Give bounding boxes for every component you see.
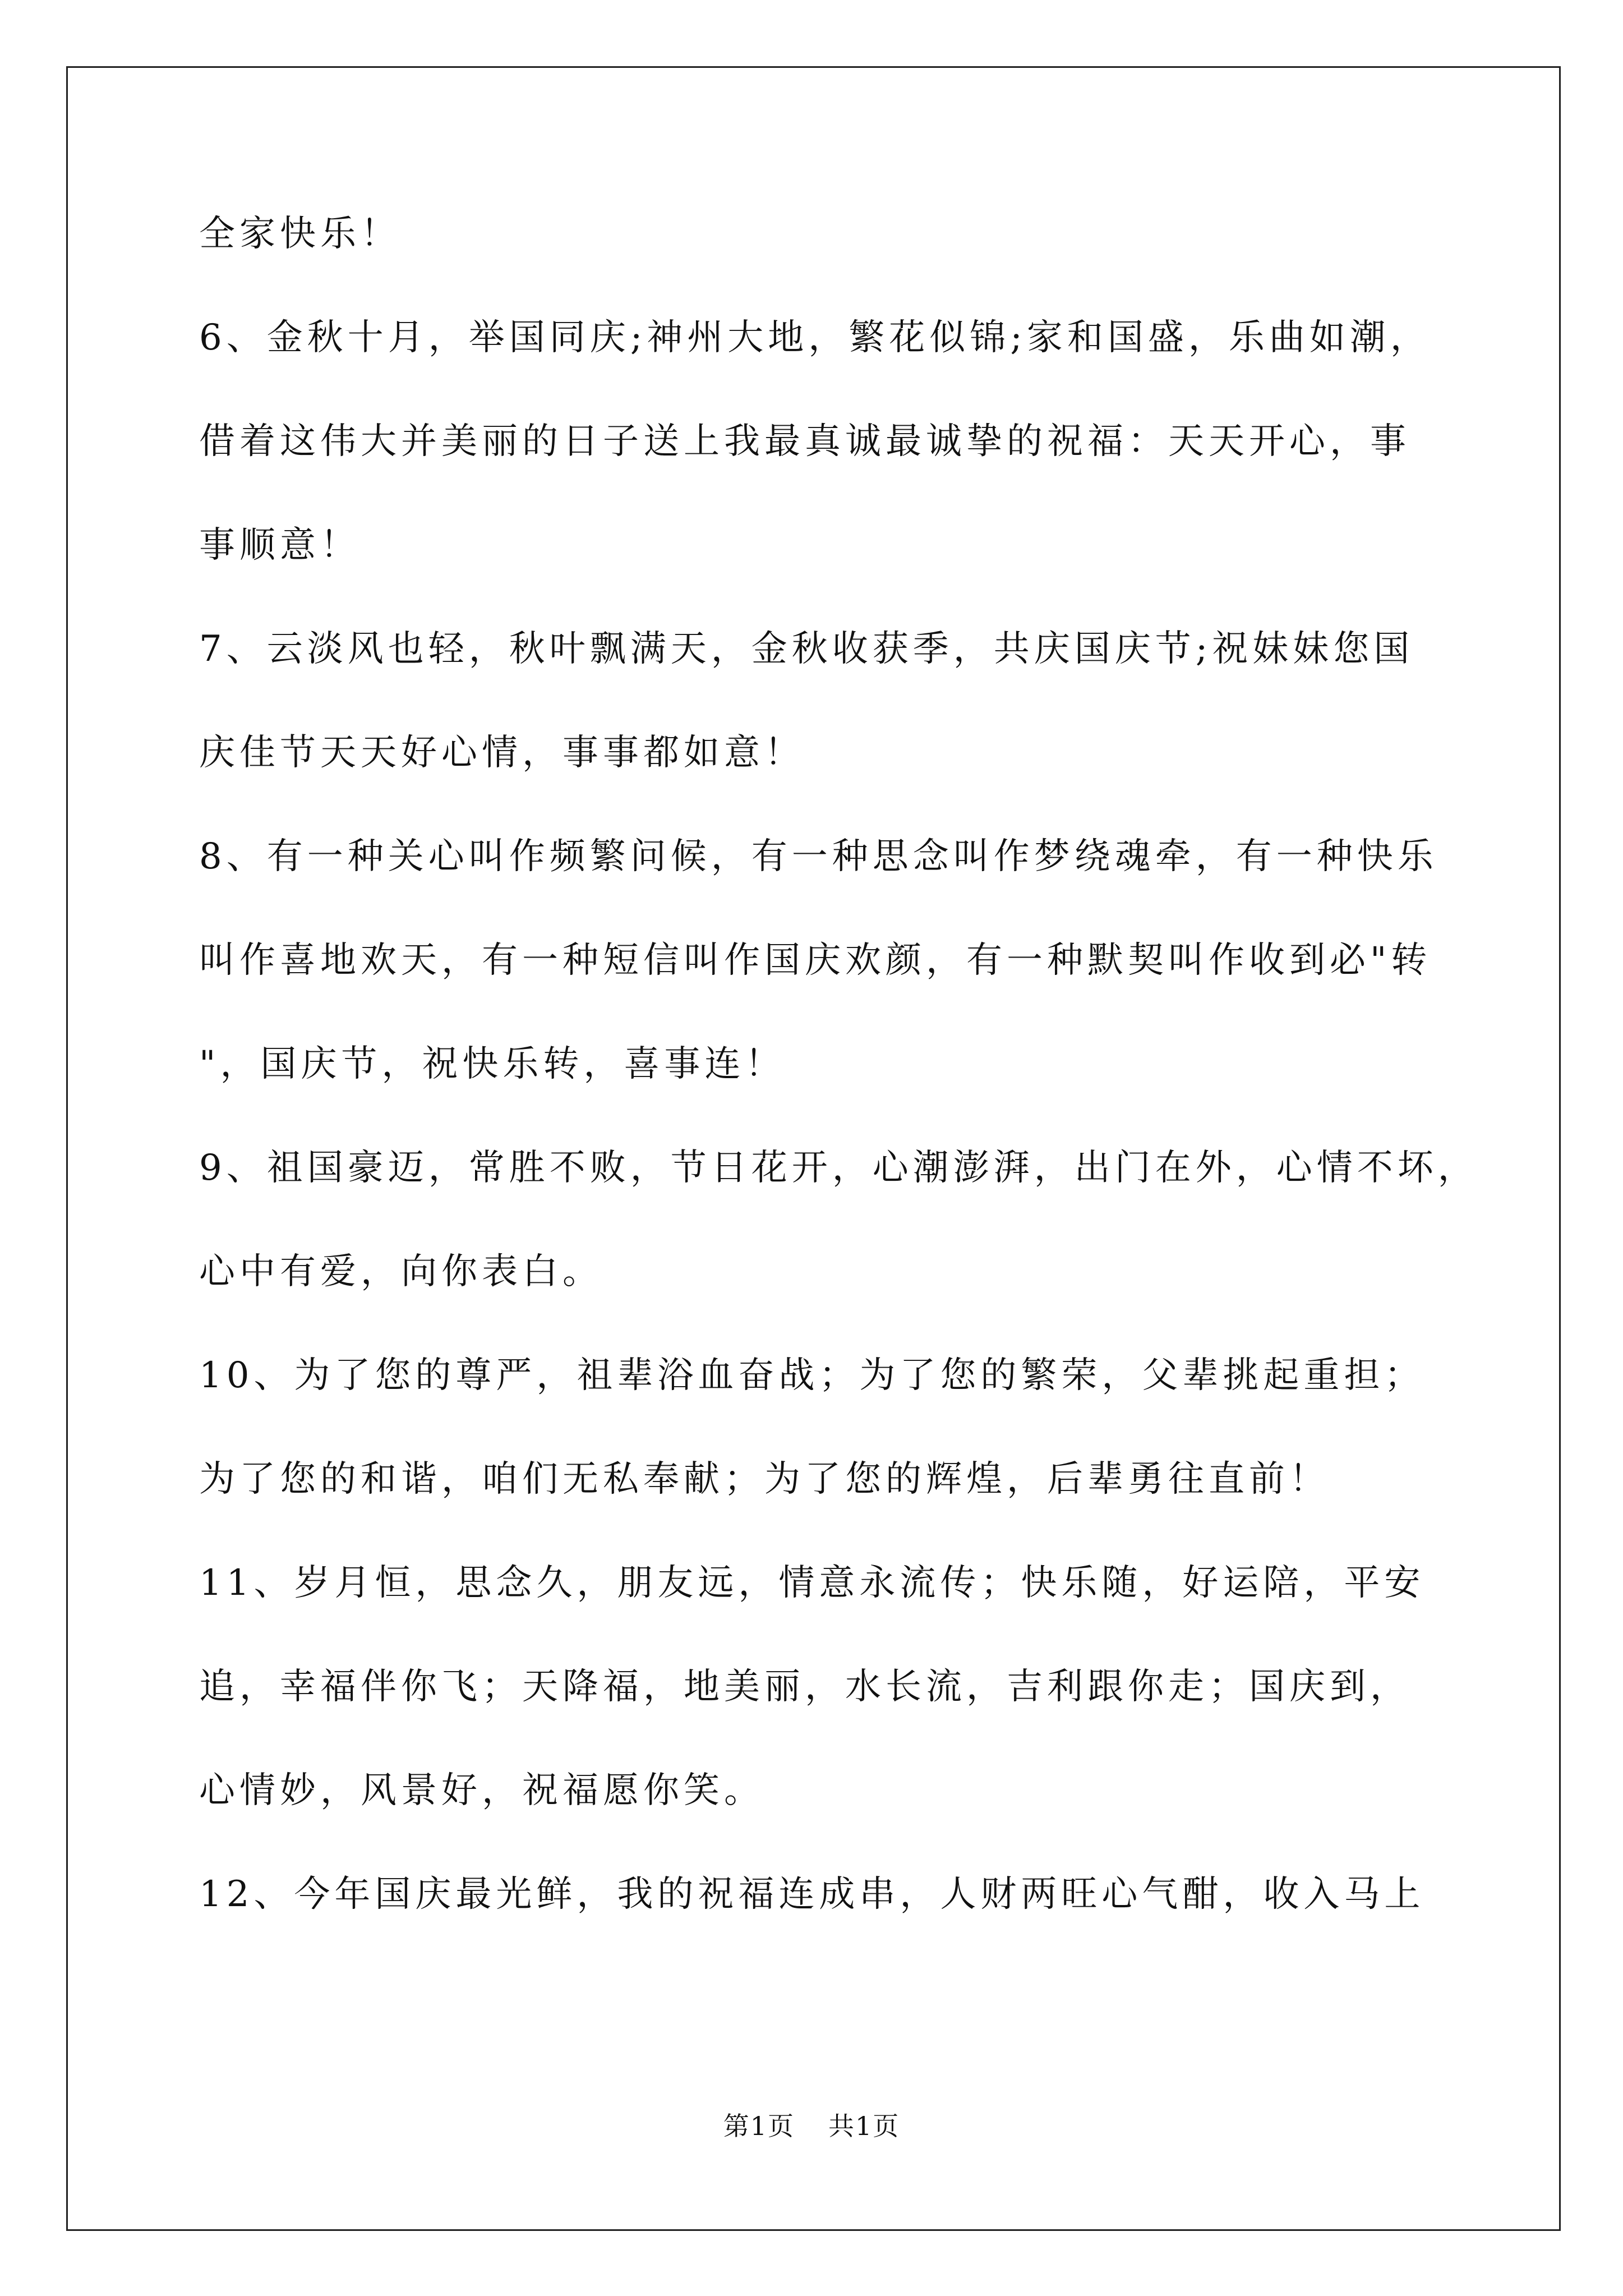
text-line: 11、岁月恒，思念久，朋友远，情意永流传；快乐随，好运陪，平安: [199, 1562, 1425, 1604]
text-line: 事顺意！: [199, 524, 361, 566]
text-line: 为了您的和谐，咱们无私奉献；为了您的辉煌，后辈勇往直前！: [199, 1458, 1330, 1500]
text-line: 叫作喜地欢天，有一种短信叫作国庆欢颜，有一种默契叫作收到必"转: [199, 940, 1432, 981]
text-line: 9、祖国豪迈，常胜不败，节日花开，心潮澎湃，出门在外，心情不坏，: [199, 1147, 1478, 1189]
text-line: 追，幸福伴你飞；天降福，地美丽，水长流，吉利跟你走；国庆到，: [199, 1666, 1410, 1708]
text-line: 7、云淡风也轻，秋叶飘满天，金秋收获季，共庆国庆节;祝妹妹您国: [199, 628, 1414, 670]
text-line: 借着这伟大并美丽的日子送上我最真诚最诚挚的祝福：天天开心，事: [199, 421, 1410, 462]
text-line: 8、有一种关心叫作频繁问候，有一种思念叫作梦绕魂牵，有一种快乐: [199, 836, 1438, 877]
document-body: [199, 213, 1478, 1980]
text-line: 心情妙，风景好，祝福愿你笑。: [199, 1770, 764, 1811]
text-line: 全家快乐！: [199, 213, 401, 255]
page-footer: [0, 2112, 1623, 2140]
page-total: 共1页: [828, 2111, 900, 2141]
text-line: 12、今年国庆最光鲜，我的祝福连成串，人财两旺心气酣，收入马上: [199, 1874, 1425, 1915]
page-number: 第1页: [723, 2111, 795, 2141]
text-line: 6、金秋十月，举国同庆;神州大地，繁花似锦;家和国盛，乐曲如潮，: [199, 317, 1431, 358]
text-line: "，国庆节，祝快乐转，喜事连！: [199, 1043, 786, 1085]
text-line: 庆佳节天天好心情，事事都如意！: [199, 732, 805, 774]
text-line: 心中有爱，向你表白。: [199, 1251, 603, 1292]
text-line: 10、为了您的尊严，祖辈浴血奋战；为了您的繁荣，父辈挑起重担；: [199, 1355, 1425, 1396]
